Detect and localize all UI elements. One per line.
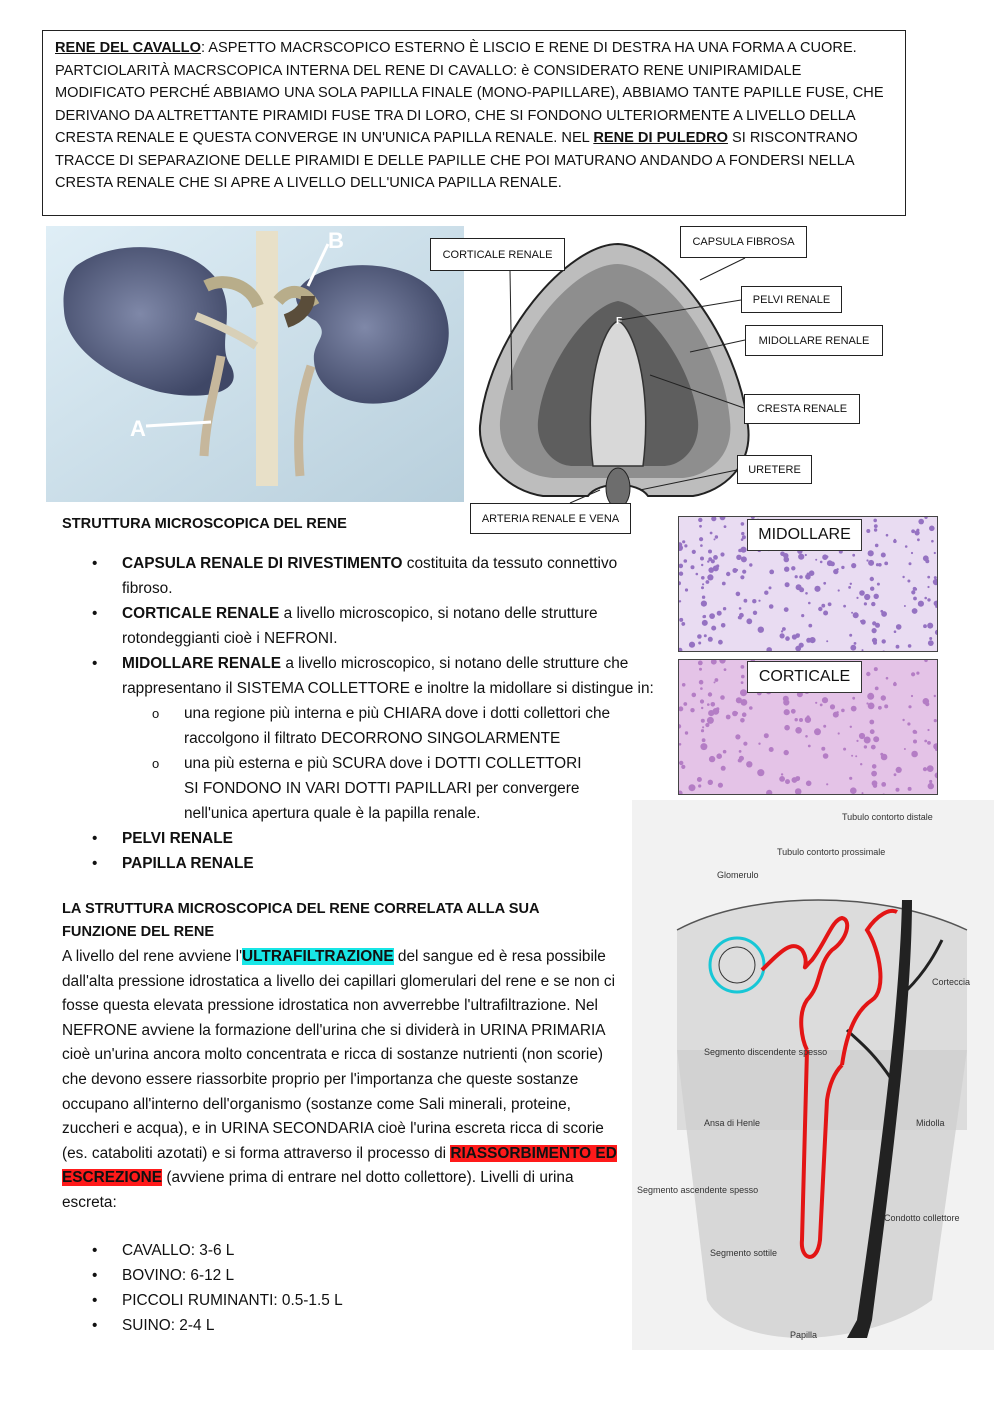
nephron-label-segmento-sottile: Segmento sottile bbox=[710, 1248, 778, 1258]
label-corticale-renale: CORTICALE RENALE bbox=[430, 238, 565, 271]
nephron-label-papilla: Papilla bbox=[790, 1330, 818, 1340]
list-item: • CORTICALE RENALE a livello microscopico, si notano delle strutture rotondeggianti cioè i NEFRONI. bbox=[62, 601, 662, 651]
nephron-label-tubulo-distale: Tubulo contorto distale bbox=[842, 812, 933, 822]
nephron-label-corteccia: Corteccia bbox=[932, 977, 971, 987]
nephron-diagram bbox=[632, 800, 994, 1350]
highlight-riassorbimento: RIASSORBIMENTO ED ESCREZIONE bbox=[62, 1144, 617, 1187]
intro-bold-2: RENE DI PULEDRO bbox=[593, 130, 728, 146]
label-uretere: URETERE bbox=[737, 455, 812, 484]
intro-title: RENE DEL CAVALLO bbox=[55, 40, 201, 56]
label-corticale: CORTICALE bbox=[747, 661, 862, 693]
sub-list-item: o una regione più interna e più CHIARA dove i dotti collettori che raccolgono il filtrato DECORRONO SINGOLARMENTE bbox=[122, 701, 662, 751]
highlight-ultrafiltrazione: ULTRAFILTRAZIONE bbox=[242, 948, 394, 965]
leader-lines bbox=[0, 0, 1000, 540]
section1-heading: STRUTTURA MICROSCOPICA DEL RENE bbox=[62, 516, 347, 532]
svg-text:F: F bbox=[616, 316, 623, 327]
nephron-label-midolla: Midolla bbox=[916, 1118, 945, 1128]
intro-text-1: : ASPETTO MACRSCOPICO ESTERNO È LISCIO E RENE DI DESTRA HA UNA FORMA A CUORE. PARTCIOLARITÀ MACRSCOPICA INTERNA DEL RENE DI CAVALLO: è CONSIDERATO RENE UNIPIRAMIDALE MODIFICATO PERCHÉ ABBIAMO UNA SOLA PAPILLA FINALE (MONO-PAPILLARE), ABBIAMO TANTE PAPILLE FUSE, CHE DERIVANO DA ALTRETTANTE PIRAMIDI FUSE TRA DI LORO, CHE SI FONDONO ULTERIORMENTE A LIVELLO DELLA CRESTA RENALE E QUESTA CONVERGE IN UN'UNICA PAPILLA RENALE. NEL bbox=[55, 40, 884, 146]
label-pelvi-renale: PELVI RENALE bbox=[741, 286, 842, 313]
list-item: • BOVINO: 6-12 L bbox=[62, 1263, 602, 1288]
list-item: • MIDOLLARE RENALE a livello microscopico, si notano delle strutture che rappresentano il SISTEMA COLLETTORE e inoltre la midollare si distingue in: bbox=[62, 651, 662, 701]
list-item: • PELVI RENALE bbox=[62, 826, 662, 851]
list-item: • CAPSULA RENALE DI RIVESTIMENTO costituita da tessuto connettivo fibroso. bbox=[62, 551, 662, 601]
nephron-label-segmento-discendente: Segmento discendente spesso bbox=[704, 1047, 828, 1057]
urine-levels-list bbox=[62, 1238, 602, 1338]
section1-list bbox=[62, 551, 662, 876]
section2-paragraph: A livello del rene avviene l'ULTRAFILTRAZIONE del sangue ed è resa possibile dall'alta pressione idrostatica a livello dei capillari glomerulari del rene e se non ci fosse questa elevata pressione idrostatica non avverrebbe l'ultrafiltrazione. Nel NEFRONE avviene la formazione dell'urina che si dividerà in URINA PRIMARIA cioè un'urina ancora molto concentrata e ricca di sostanze nutrienti (non scorie) che devono essere riassorbite proprio per l'importanza che queste sostanze occupano all'interno dell'organismo (sostanze come Sali minerali, proteine, zuccheri e acqua), e in URINA SECONDARIA cioè l'urina escreta ricca di scorie (es. cataboliti azotati) e si forma attraverso il processo di RIASSORBIMENTO ED ESCREZIONE (avviene prima di entrare nel dotto collettore). Livelli di urina escreta: bbox=[62, 948, 617, 1211]
photo-label-a: A bbox=[130, 416, 146, 441]
list-item: • CAVALLO: 3-6 L bbox=[62, 1238, 602, 1263]
list-item: • PAPILLA RENALE bbox=[62, 851, 662, 876]
label-arteria-vena: ARTERIA RENALE E VENA bbox=[470, 503, 631, 534]
list-item: • PICCOLI RUMINANTI: 0.5-1.5 L bbox=[62, 1288, 602, 1313]
photo-label-b: B bbox=[328, 228, 344, 253]
nephron-label-condotto: Condotto collettore bbox=[884, 1213, 960, 1223]
label-midollare-renale: MIDOLLARE RENALE bbox=[745, 325, 883, 356]
label-capsula-fibrosa: CAPSULA FIBROSA bbox=[680, 226, 807, 258]
nephron-label-tubulo-prossimale: Tubulo contorto prossimale bbox=[777, 847, 886, 857]
section2-heading: LA STRUTTURA MICROSCOPICA DEL RENE CORRELATA ALLA SUA FUNZIONE DEL RENE bbox=[62, 901, 539, 940]
intro-text-2: SI RISCONTRANO TRACCE DI SEPARAZIONE DELLE PIRAMIDI E DELLE PAPILLE CHE POI MATURANO ANDANDO A FONDERSI NELLA CRESTA RENALE CHE SI APRE A LIVELLO DELL'UNICA PAPILLA RENALE. bbox=[55, 130, 858, 191]
list-item: • SUINO: 2-4 L bbox=[62, 1313, 602, 1338]
label-cresta-renale: CRESTA RENALE bbox=[744, 394, 860, 424]
nephron-label-ansa: Ansa di Henle bbox=[704, 1118, 761, 1128]
sub-list-item: o una più esterna e più SCURA dove i DOTTI COLLETTORI SI FONDONO IN VARI DOTTI PAPILLARI per convergere nell'unica apertura quale è la papilla renale. bbox=[122, 751, 662, 826]
nephron-label-segmento-ascendente: Segmento ascendente spesso bbox=[637, 1185, 759, 1195]
nephron-label-glomerulo: Glomerulo bbox=[717, 870, 759, 880]
label-midollare: MIDOLLARE bbox=[747, 519, 862, 551]
